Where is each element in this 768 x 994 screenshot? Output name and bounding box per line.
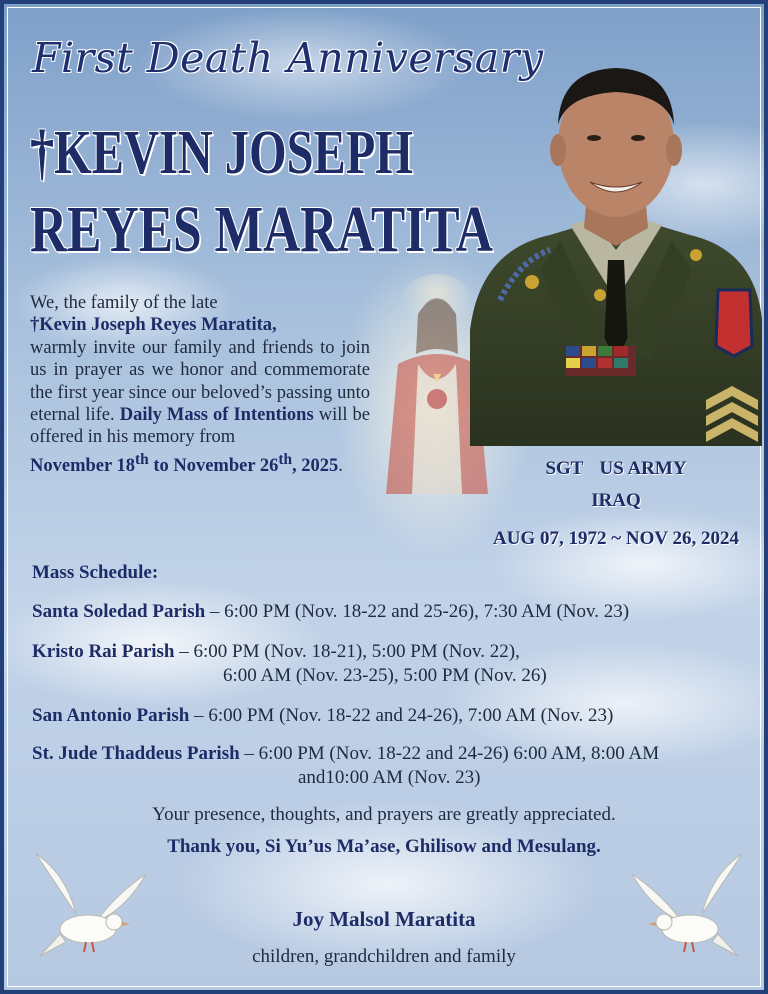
branch: US ARMY [599, 458, 687, 479]
intro-line3: will be offered in his memory from [30, 405, 371, 448]
intro-line2: warmly invite our family and friends to join us in prayer as we honor and commemorate the first year since our beloved’s passing unto eternal life. [30, 337, 370, 426]
mass-times: – 6:00 PM (Nov. 18-22 and 24-26), 7:00 AM (Nov. 23) [189, 705, 614, 726]
mass-times: – 6:00 PM (Nov. 18-21), 5:00 PM (Nov. 22), [174, 641, 520, 662]
schedule-item [32, 742, 659, 790]
rank: SGT [545, 458, 584, 479]
mass-dates: November 18th to November 26th, 2025 [30, 450, 339, 476]
schedule-item [32, 704, 613, 728]
invitation-text: We, the family of the late †Kevin Joseph Reyes Maratita, warmly invite our family and friends to join us in prayer as we honor and commemorate the first year since our beloved’s passing unto eternal life. Daily Mass of Intentions will be offered in his memory from November 18th to November 26th, 2025. [30, 293, 371, 476]
soldier-portrait [470, 50, 762, 446]
signatory-family: children, grandchildren and family [252, 946, 516, 967]
signatory-name: Joy Malsol Maratita [292, 907, 476, 931]
mass-times: – 6:00 PM (Nov. 18-22 and 24-26) 6:00 AM, 8:00 AM [239, 743, 660, 764]
parish-name: Kristo Rai Parish [32, 641, 175, 662]
mass-intentions-label: Daily Mass of Intentions [119, 405, 314, 426]
appreciation-line: Your presence, thoughts, and prayers are greatly appreciated. [152, 804, 616, 825]
deceased-name-line1: †KEVIN JOSEPH [30, 119, 413, 187]
parish-name: Santa Soledad Parish [32, 601, 206, 622]
mass-times-cont: 6:00 AM (Nov. 23-25), 5:00 PM (Nov. 26) [223, 665, 547, 686]
schedule-item [32, 600, 629, 624]
rank-branch [470, 458, 762, 480]
life-dates: AUG 07, 1972 ~ NOV 26, 2024 [493, 528, 739, 549]
mass-times-cont: and10:00 AM (Nov. 23) [298, 767, 481, 788]
parish-name: St. Jude Thaddeus Parish [32, 743, 240, 764]
schedule-item [32, 640, 547, 688]
deceased-name-line2: REYES MARATITA [30, 193, 493, 266]
parish-name: San Antonio Parish [32, 705, 190, 726]
theater: IRAQ [591, 490, 641, 511]
mass-times: – 6:00 PM (Nov. 18-22 and 25-26), 7:30 AM (Nov. 23) [205, 601, 630, 622]
intro-line1: We, the family of the late [30, 293, 218, 313]
mass-schedule-title: Mass Schedule: [32, 562, 159, 583]
intro-name: †Kevin Joseph Reyes Maratita, [30, 315, 277, 336]
thank-you-line: Thank you, Si Yu’us Ma’ase, Ghilisow and Mesulang. [167, 836, 601, 857]
script-title: First Death Anniversary [32, 34, 544, 82]
